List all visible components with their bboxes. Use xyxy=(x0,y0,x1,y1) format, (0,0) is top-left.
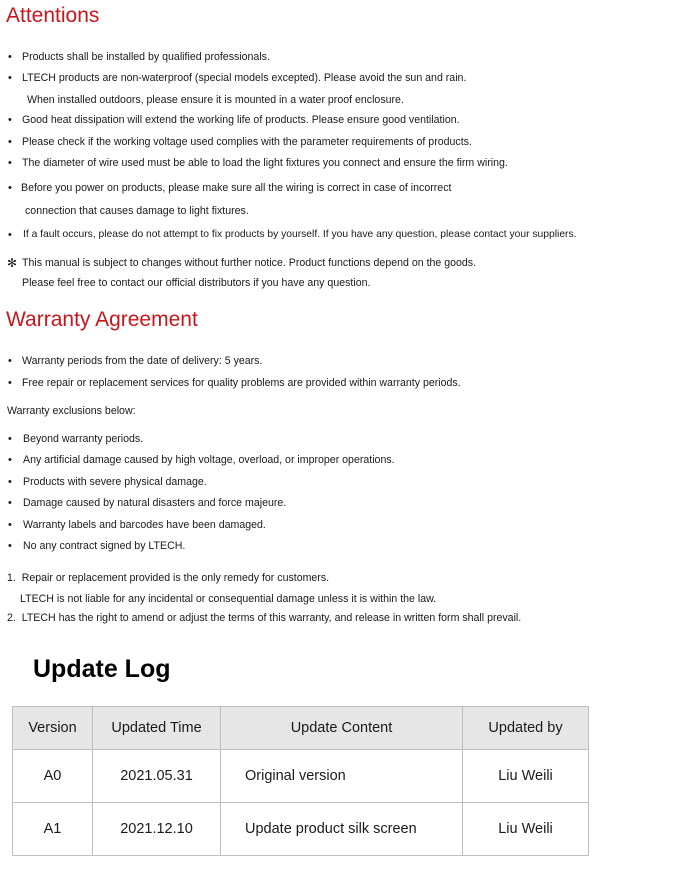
update-log-table xyxy=(12,706,589,856)
cell-version: A0 xyxy=(13,750,93,803)
bullet: • xyxy=(8,51,12,63)
bullet: • xyxy=(8,114,12,126)
numbered-item: 2. LTECH has the right to amend or adjust the terms of this warranty, and release in written form shall prevail. xyxy=(7,612,522,624)
attention-item: If a fault occurs, please do not attempt to fix products by yourself. If you have any question, please contact your suppliers. xyxy=(23,229,577,240)
table-row xyxy=(13,803,589,856)
table-header-row xyxy=(13,707,589,750)
cell-update-content: Original version xyxy=(221,750,463,803)
attention-item: Good heat dissipation will extend the working life of products. Please ensure good ventilation. xyxy=(22,114,460,126)
column-header-updated-by: Updated by xyxy=(463,707,589,750)
exclusions-label: Warranty exclusions below: xyxy=(7,405,136,417)
exclusion-item: Products with severe physical damage. xyxy=(23,476,207,488)
attention-item: The diameter of wire used must be able to load the light fixtures you connect and ensure the firm wiring. xyxy=(22,157,508,169)
exclusion-item: Damage caused by natural disasters and force majeure. xyxy=(23,497,287,509)
bullet: • xyxy=(8,377,12,389)
bullet: • xyxy=(8,476,12,488)
exclusion-item: Any artificial damage caused by high voltage, overload, or improper operations. xyxy=(23,454,395,466)
exclusion-item: No any contract signed by LTECH. xyxy=(23,540,186,552)
attention-item: LTECH products are non-waterproof (special models excepted). Please avoid the sun and rain. xyxy=(22,72,467,84)
bullet: • xyxy=(8,540,12,552)
attention-item: connection that causes damage to light fixtures. xyxy=(25,205,249,217)
cell-updated-time: 2021.12.10 xyxy=(93,803,221,856)
attention-item: Products shall be installed by qualified professionals. xyxy=(22,51,270,63)
update-log-title: Update Log xyxy=(33,655,171,683)
attention-item: Before you power on products, please make sure all the wiring is correct in case of incorrect xyxy=(21,182,452,194)
attention-item: Please check if the working voltage used complies with the parameter requirements of products. xyxy=(22,136,472,148)
note-line: This manual is subject to changes without further notice. Product functions depend on the goods. xyxy=(22,257,477,269)
column-header-update-content: Update Content xyxy=(221,707,463,750)
attention-item: When installed outdoors, please ensure it is mounted in a water proof enclosure. xyxy=(27,94,404,106)
bullet: • xyxy=(8,497,12,509)
cell-version: A1 xyxy=(13,803,93,856)
column-header-updated-time: Updated Time xyxy=(93,707,221,750)
cell-updated-by: Liu Weili xyxy=(463,750,589,803)
numbered-item-continuation: LTECH is not liable for any incidental or consequential damage unless it is within the law. xyxy=(20,593,437,605)
bullet: • xyxy=(8,157,12,169)
bullet: • xyxy=(8,519,12,531)
bullet: • xyxy=(8,182,12,194)
bullet: • xyxy=(8,454,12,466)
numbered-item: 1. Repair or replacement provided is the only remedy for customers. xyxy=(7,572,330,584)
bullet: • xyxy=(8,355,12,367)
cell-update-content: Update product silk screen xyxy=(221,803,463,856)
bullet: • xyxy=(8,72,12,84)
warranty-item: Free repair or replacement services for quality problems are provided within warranty periods. xyxy=(22,377,461,389)
bullet: • xyxy=(8,433,12,445)
warranty-title: Warranty Agreement xyxy=(6,308,198,331)
cell-updated-by: Liu Weili xyxy=(463,803,589,856)
bullet: • xyxy=(8,229,12,241)
table-row xyxy=(13,750,589,803)
note-line: Please feel free to contact our official distributors if you have any question. xyxy=(22,277,371,289)
exclusion-item: Warranty labels and barcodes have been damaged. xyxy=(23,519,266,531)
cell-updated-time: 2021.05.31 xyxy=(93,750,221,803)
asterisk-icon: ✻ xyxy=(7,256,18,270)
bullet: • xyxy=(8,136,12,148)
exclusion-item: Beyond warranty periods. xyxy=(23,433,144,445)
attentions-title: Attentions xyxy=(6,4,100,27)
warranty-item: Warranty periods from the date of delivery: 5 years. xyxy=(22,355,263,367)
column-header-version: Version xyxy=(13,707,93,750)
